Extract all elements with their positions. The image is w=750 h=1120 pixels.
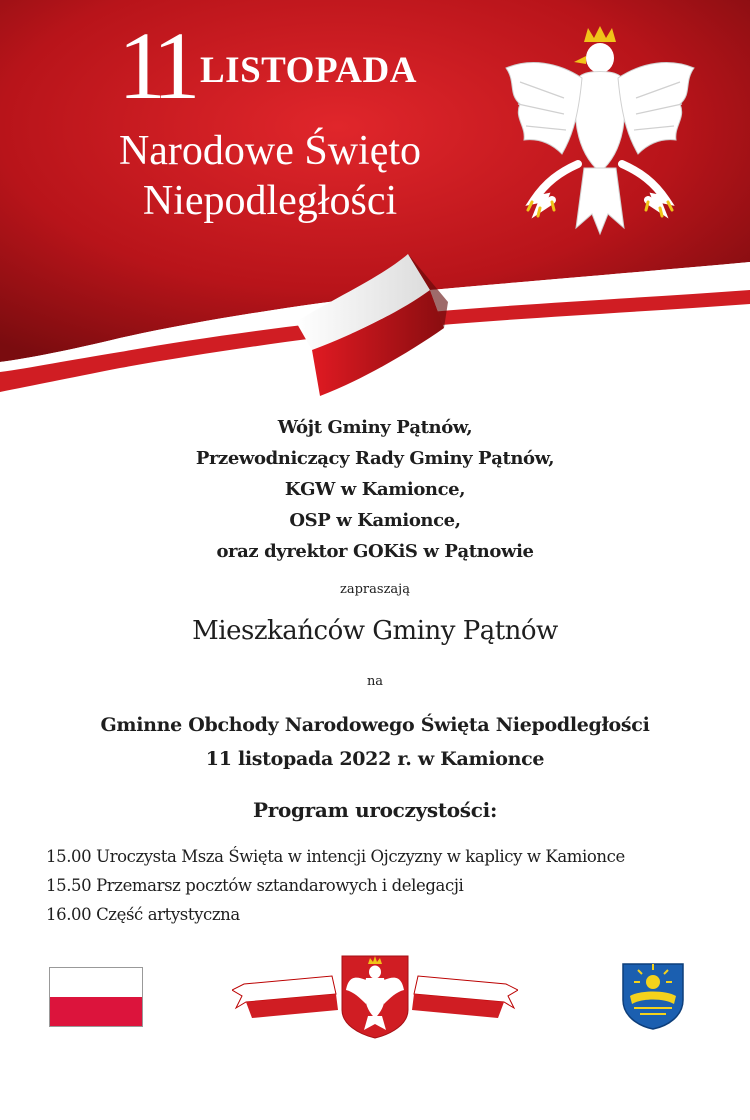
- eagle-shield-with-ribbons-icon: [232, 950, 518, 1040]
- header-day: 11: [118, 12, 191, 119]
- event-date-place: 11 listopada 2022 r. w Kamionce: [205, 748, 545, 770]
- organizer-line: OSP w Kamionce,: [289, 510, 461, 531]
- invite-word: zapraszają: [340, 582, 410, 597]
- event-title: Gminne Obchody Narodowego Święta Niepodległości: [100, 714, 650, 736]
- header-month: LISTOPADA: [200, 50, 417, 91]
- event-info: [0, 708, 750, 776]
- residents-heading: Mieszkańców Gminy Pątnów: [192, 616, 558, 646]
- connector-word: na: [366, 674, 384, 689]
- organizers-list: [0, 412, 750, 567]
- organizer-line: oraz dyrektor GOKiS w Pątnowie: [216, 541, 534, 562]
- organizer-line: KGW w Kamionce,: [284, 479, 466, 500]
- municipal-coat-of-arms-icon: [620, 960, 686, 1030]
- program-item: 16.00 Część artystyczna: [46, 905, 240, 924]
- polish-flag-icon: [49, 967, 143, 1027]
- header-title-line2: Niepodległości: [142, 178, 398, 224]
- program-title: Program uroczystości:: [252, 798, 498, 822]
- program-item: 15.50 Przemarsz pocztów sztandarowych i delegacji: [46, 876, 464, 895]
- white-eagle-emblem-icon: [500, 22, 700, 240]
- program-item: 15.00 Uroczysta Msza Święta w intencji Ojczyzny w kaplicy w Kamionce: [46, 847, 625, 866]
- organizer-line: Przewodniczący Rady Gminy Pątnów,: [195, 448, 555, 469]
- header-title-line1: Narodowe Święto: [118, 128, 422, 174]
- organizer-line: Wójt Gminy Pątnów,: [277, 417, 473, 438]
- program-list: [46, 842, 625, 929]
